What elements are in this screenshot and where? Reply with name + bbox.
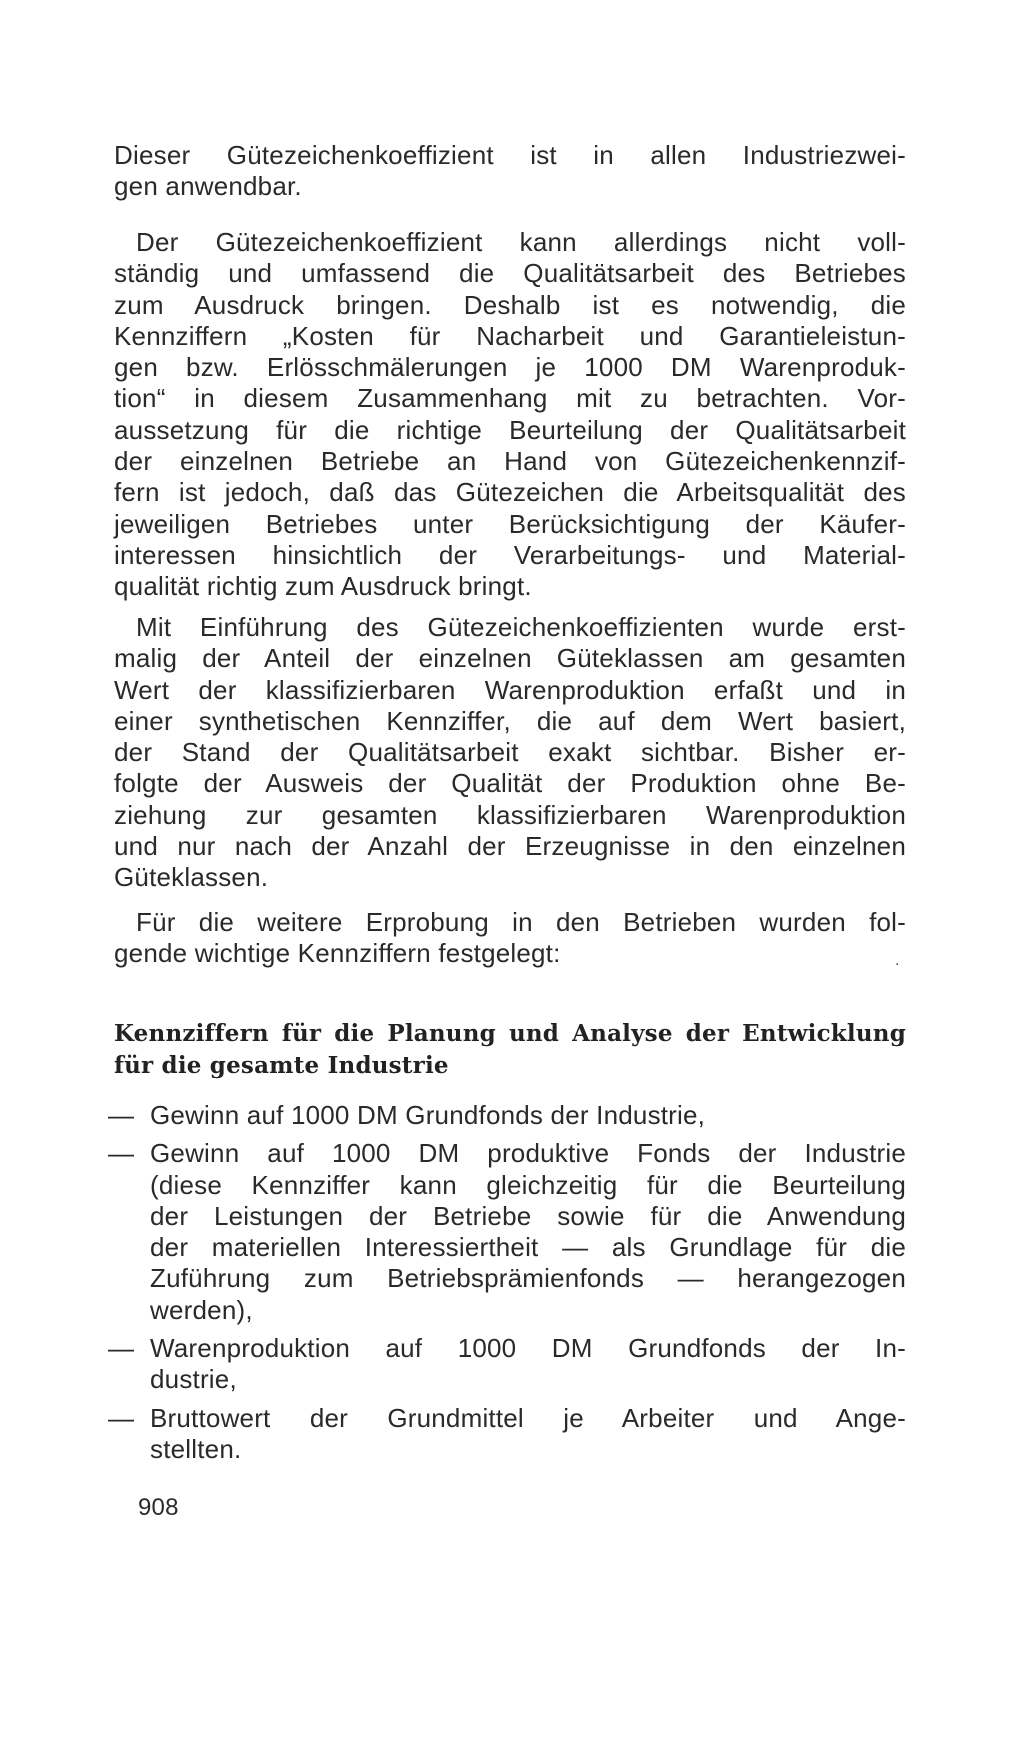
- text-line: Kennziffern „Kosten für Nacharbeit und Garantieleistun-: [114, 320, 906, 351]
- text-line: Gewinn auf 1000 DM produktive Fonds der Industrie: [150, 1138, 906, 1169]
- text-line: Warenproduktion auf 1000 DM Grundfonds der In-: [150, 1333, 906, 1364]
- text-line: der Leistungen der Betriebe sowie für die Anwendung: [150, 1200, 906, 1231]
- list-item: [108, 1333, 906, 1396]
- text-line: Mit Einführung des Gütezeichenkoeffizienten wurde erst-: [136, 612, 906, 642]
- text-line: fern ist jedoch, daß das Gütezeichen die Arbeitsqualität des: [114, 477, 906, 508]
- text-line: ziehung zur gesamten klassifizierbaren Warenproduktion: [114, 799, 906, 830]
- text-line: Der Gütezeichenkoeffizient kann allerdings nicht voll-: [136, 227, 906, 257]
- paragraph-1: [114, 140, 906, 203]
- paragraph-2: [114, 227, 906, 603]
- section-heading: [114, 1018, 906, 1082]
- text-line: qualität richtig zum Ausdruck bringt.: [114, 571, 532, 602]
- text-line: Zuführung zum Betriebsprämienfonds — herangezogen: [150, 1263, 906, 1294]
- text-line: der einzelnen Betriebe an Hand von Gütezeichenkennzif-: [114, 446, 906, 477]
- list-item: [108, 1100, 906, 1131]
- dash-marker: —: [108, 1138, 135, 1169]
- text-line: jeweiligen Betriebes unter Berücksichtigung der Käufer-: [114, 508, 906, 539]
- text-line: gende wichtige Kennziffern festgelegt:: [114, 938, 561, 969]
- text-line: malig der Anteil der einzelnen Güteklassen am gesamten: [114, 643, 906, 674]
- text-line: und nur nach der Anzahl der Erzeugnisse in den einzelnen: [114, 831, 906, 862]
- text-line: der Stand der Qualitätsarbeit exakt sichtbar. Bisher er-: [114, 737, 906, 768]
- heading-line: für die gesamte Industrie: [114, 1052, 449, 1079]
- text-line: folgte der Ausweis der Qualität der Produktion ohne Be-: [114, 768, 906, 799]
- text-line: tion“ in diesem Zusammenhang mit zu betrachten. Vor-: [114, 383, 906, 414]
- text-line: Güteklassen.: [114, 862, 269, 893]
- text-line: ständig und umfassend die Qualitätsarbeit des Betriebes: [114, 258, 906, 289]
- text-line: gen bzw. Erlösschmälerungen je 1000 DM Warenproduk-: [114, 352, 906, 383]
- text-line: gen anwendbar.: [114, 171, 302, 202]
- dash-marker: —: [108, 1333, 135, 1364]
- dash-marker: —: [108, 1402, 135, 1433]
- text-line: interessen hinsichtlich der Verarbeitungs- und Material-: [114, 539, 906, 570]
- page-number: 908: [138, 1494, 179, 1521]
- indicator-list: [108, 1100, 906, 1472]
- text-line: Dieser Gütezeichenkoeffizient ist in allen Industriezwei-: [114, 140, 906, 170]
- text-line: zum Ausdruck bringen. Deshalb ist es notwendig, die: [114, 289, 906, 320]
- text-line: aussetzung für die richtige Beurteilung der Qualitätsarbeit: [114, 414, 906, 445]
- text-line: einer synthetischen Kennziffer, die auf dem Wert basiert,: [114, 705, 906, 736]
- paragraph-4: [114, 907, 906, 970]
- dash-marker: —: [108, 1100, 135, 1130]
- text-line: Gewinn auf 1000 DM Grundfonds der Industrie,: [150, 1100, 706, 1130]
- text-line: Für die weitere Erprobung in den Betrieben wurden fol-: [136, 907, 906, 937]
- text-line: (diese Kennziffer kann gleichzeitig für die Beurteilung: [150, 1169, 906, 1200]
- text-line: Wert der klassifizierbaren Warenproduktion erfaßt und in: [114, 674, 906, 705]
- heading-line: Kennziffern für die Planung und Analyse der Entwicklung: [114, 1020, 906, 1047]
- text-line: dustrie,: [150, 1364, 237, 1395]
- stray-mark: .: [895, 952, 900, 969]
- text-line: werden),: [150, 1294, 253, 1325]
- text-line: der materiellen Interessiertheit — als Grundlage für die: [150, 1232, 906, 1263]
- text-line: Bruttowert der Grundmittel je Arbeiter und Ange-: [150, 1402, 906, 1433]
- paragraph-3: [114, 612, 906, 894]
- list-item: [108, 1138, 906, 1326]
- list-item: [108, 1403, 906, 1466]
- text-line: stellten.: [150, 1433, 242, 1464]
